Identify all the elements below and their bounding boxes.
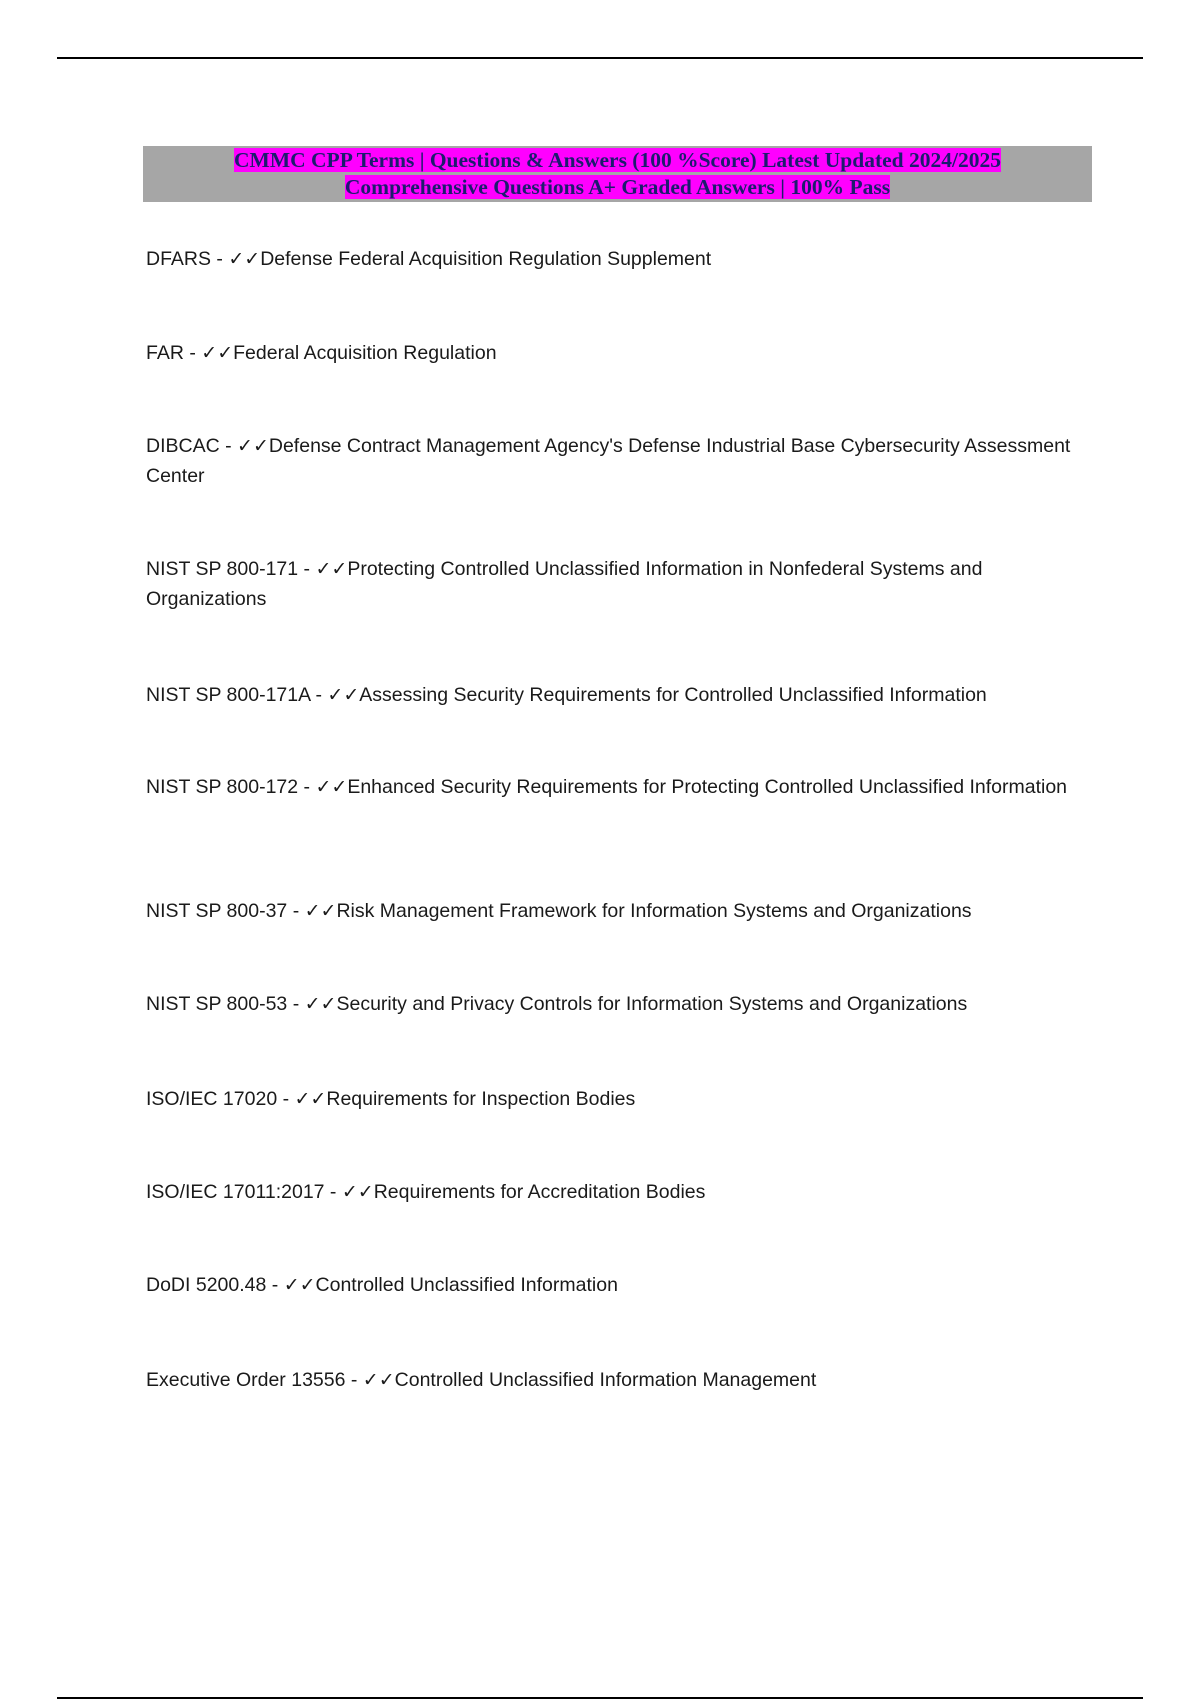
- term-definition: Enhanced Security Requirements for Protecting Controlled Unclassified Information: [347, 776, 1068, 798]
- double-check-icon: ✓✓: [201, 342, 234, 364]
- term-entry: [146, 896, 1096, 926]
- title-line-1: CMMC CPP Terms | Questions & Answers (100 %Score) Latest Updated 2024/2025: [234, 148, 1001, 172]
- term-entry: [146, 431, 1096, 491]
- bottom-rule: [57, 1697, 1143, 1699]
- term-separator: -: [298, 776, 316, 798]
- double-check-icon: ✓✓: [362, 1369, 395, 1391]
- term-entry: [146, 554, 1096, 614]
- double-check-icon: ✓✓: [315, 776, 348, 798]
- term-name: Executive Order 13556: [146, 1369, 346, 1391]
- term-definition: Security and Privacy Controls for Information Systems and Organizations: [336, 993, 968, 1015]
- double-check-icon: ✓✓: [228, 248, 261, 270]
- term-name: ISO/IEC 17011:2017: [146, 1181, 325, 1203]
- double-check-icon: ✓✓: [315, 558, 348, 580]
- term-definition: Defense Contract Management Agency's Defense Industrial Base Cybersecurity Assessment Center: [146, 435, 1071, 487]
- term-entry: [146, 1365, 1096, 1395]
- term-separator: -: [345, 1369, 363, 1391]
- term-name: DIBCAC: [146, 435, 220, 457]
- term-separator: -: [266, 1274, 284, 1296]
- term-name: NIST SP 800-171A: [146, 684, 311, 706]
- term-entry: [146, 680, 1096, 710]
- term-name: NIST SP 800-53: [146, 993, 288, 1015]
- term-separator: -: [298, 558, 316, 580]
- top-rule: [57, 57, 1143, 59]
- term-separator: -: [219, 435, 238, 457]
- term-definition: Controlled Unclassified Information: [315, 1274, 618, 1296]
- term-definition: Risk Management Framework for Information Systems and Organizations: [336, 900, 972, 922]
- term-name: NIST SP 800-172: [146, 776, 299, 798]
- double-check-icon: ✓✓: [304, 993, 337, 1015]
- term-name: NIST SP 800-171: [146, 558, 299, 580]
- term-separator: -: [324, 1181, 342, 1203]
- term-definition: Assessing Security Requirements for Controlled Unclassified Information: [359, 684, 987, 706]
- term-entry: [146, 989, 1096, 1019]
- term-separator: -: [211, 248, 229, 270]
- term-definition: Protecting Controlled Unclassified Information in Nonfederal Systems and Organizations: [146, 558, 983, 610]
- term-entry: [146, 1270, 1096, 1300]
- term-definition: Defense Federal Acquisition Regulation Supplement: [260, 248, 712, 270]
- double-check-icon: ✓✓: [304, 900, 337, 922]
- document-title-banner: [143, 146, 1092, 202]
- term-separator: -: [183, 342, 202, 364]
- term-separator: -: [277, 1088, 295, 1110]
- term-entry: [146, 1084, 1096, 1114]
- term-definition: Federal Acquisition Regulation: [233, 342, 497, 364]
- double-check-icon: ✓✓: [294, 1088, 327, 1110]
- term-entry: [146, 1177, 1096, 1207]
- term-entry: [146, 244, 1096, 274]
- term-name: ISO/IEC 17020: [146, 1088, 278, 1110]
- term-definition: Requirements for Accreditation Bodies: [373, 1181, 706, 1203]
- title-line-2: Comprehensive Questions A+ Graded Answers | 100% Pass: [344, 175, 891, 199]
- double-check-icon: ✓✓: [341, 1181, 374, 1203]
- term-entry: [146, 772, 1096, 802]
- double-check-icon: ✓✓: [327, 684, 360, 706]
- double-check-icon: ✓✓: [237, 435, 269, 457]
- term-name: DoDI 5200.48: [146, 1274, 267, 1296]
- term-definition: Controlled Unclassified Information Management: [394, 1369, 817, 1391]
- term-separator: -: [310, 684, 328, 706]
- term-name: NIST SP 800-37: [146, 900, 288, 922]
- term-entry: [146, 338, 1096, 368]
- term-name: DFARS: [146, 248, 212, 270]
- term-definition: Requirements for Inspection Bodies: [326, 1088, 636, 1110]
- double-check-icon: ✓✓: [283, 1274, 316, 1296]
- term-separator: -: [287, 900, 305, 922]
- term-separator: -: [287, 993, 305, 1015]
- term-name: FAR: [146, 342, 184, 364]
